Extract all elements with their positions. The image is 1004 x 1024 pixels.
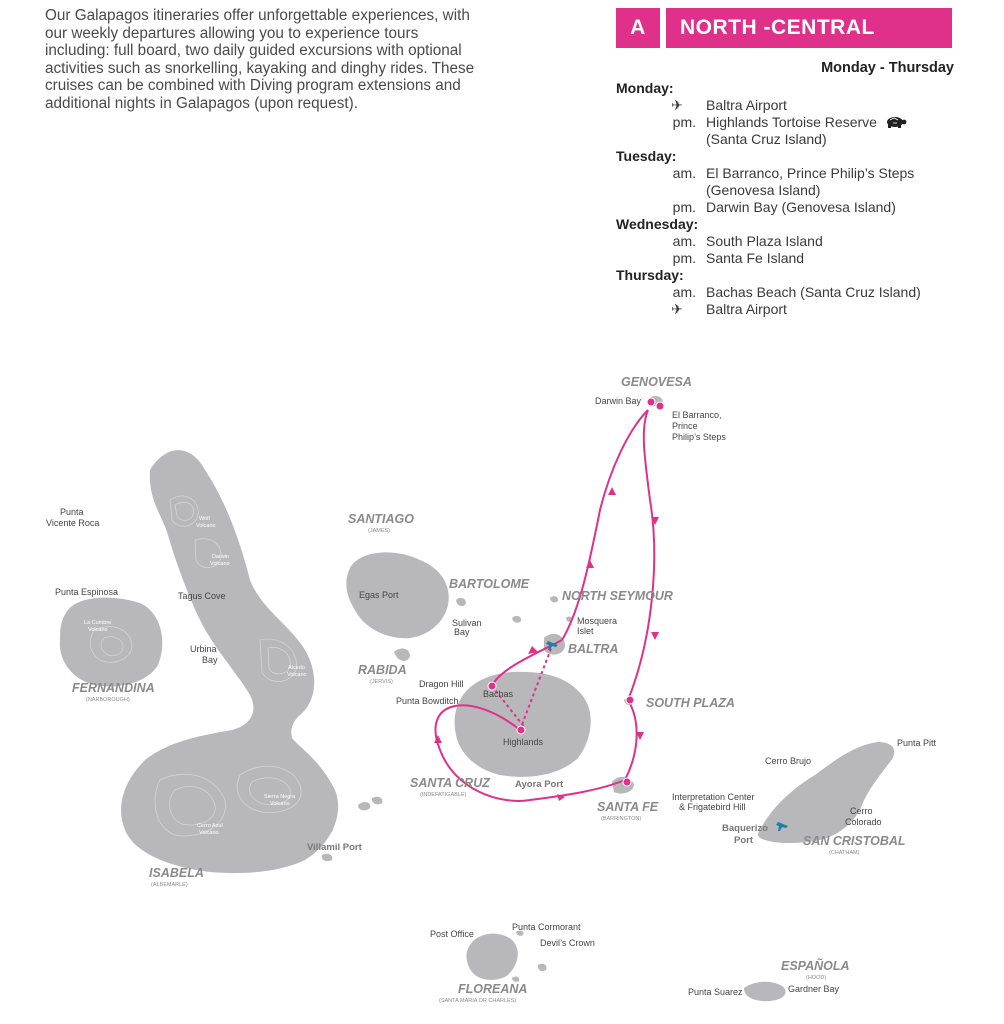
label-santiago-sub: (JAMES) [368,528,390,534]
activity-time: am. [672,233,696,249]
label-el-barranco: Prince [672,421,698,431]
activity-desc: Darwin Bay (Genovesa Island) [706,199,896,215]
label-isabela: ISABELA [149,866,204,880]
label-san-cristobal-sub: (CHATHAM) [829,850,860,856]
label-fernandina-sub: (NARBOROUGH) [86,697,130,703]
label-cerro-azul-volcano: Cerro Azul [197,823,223,829]
label-sierra-negra-volcano: Volcano [270,801,290,807]
label-ayora-port: Ayora Port [515,779,564,790]
label-baquerizo-port: Port [734,835,753,846]
label-north-seymour: NORTH SEYMOUR [562,589,673,603]
fernandina-island [60,598,162,687]
label-baquerizo-port: Baquerizo [722,823,768,834]
label-santa-cruz: SANTA CRUZ [410,776,490,790]
route-arrow [651,632,659,640]
espanola-island [744,982,786,1001]
label-punta-pitt: Punta Pitt [897,738,937,748]
label-punta-suarez: Punta Suarez [688,987,743,997]
activity-desc: Baltra Airport [706,301,787,317]
intro-line: our weekly departures allowing you to experience tours [45,24,419,42]
islet [538,964,547,971]
stop-darwin-bay [647,398,655,406]
label-urbina-bay: Bay [202,655,218,665]
activity-desc: Bachas Beach (Santa Cruz Island) [706,284,921,300]
islet [550,596,558,602]
activity-desc-text: Highlands Tortoise Reserve [706,114,877,130]
label-urbina-bay: Urbina [190,644,217,654]
islet [358,802,370,810]
stop-highlands [517,726,525,734]
label-devils-crown: Devil’s Crown [540,938,595,948]
plane-icon: ✈ [671,301,683,317]
label-highlands: Highlands [503,737,544,747]
islet [322,854,333,861]
intro-line: cruises can be combined with Diving program extensions and [45,77,461,95]
label-punta-vicente-roca: Vicente Roca [46,518,100,528]
activity-desc: (Santa Cruz Island) [706,131,827,147]
label-sulivan-bay: Sulivan [452,618,482,628]
label-rabida: RABIDA [358,663,407,677]
label-sulivan-bay: Bay [454,627,470,637]
intro-line: additional nights in Galapagos (upon request). [45,94,358,112]
route-arrow [586,560,594,568]
activity-desc: (Genovesa Island) [706,182,821,198]
activity-time: pm. [672,199,696,215]
label-fernandina: FERNANDINA [72,681,155,695]
activity-time: am. [672,284,696,300]
label-genovesa: GENOVESA [621,375,692,389]
label-darwin-volcano: Darwin [212,554,230,560]
label-punta-vicente-roca: Punta [60,507,84,517]
label-darwin-bay: Darwin Bay [595,396,642,406]
label-punta-bowditch: Punta Bowditch [396,696,459,706]
label-alcedo-volcano: Alcedo [288,665,305,671]
label-sierra-negra-volcano: Sierra Negra [264,794,296,800]
label-santa-fe: SANTA FE [597,800,659,814]
islet [512,616,521,623]
intro-line: activities such as snorkelling, kayaking and dinghy rides. These [45,59,475,77]
stop-el-barranco [656,402,664,410]
label-la-cumbre-volcano: Volcano [88,627,108,633]
label-egas-port: Egas Port [359,590,399,600]
label-el-barranco: El Barranco, [672,410,722,420]
label-wolf-volcano: Volcano [196,523,216,529]
bartolome-island [456,598,466,606]
label-bachas: Bachas [483,689,514,699]
rabida-island [394,649,410,661]
days-range: Monday - Thursday [821,60,954,76]
activity-time: am. [672,165,696,181]
santa-fe-island [612,777,634,794]
activity-desc: Santa Fe Island [706,250,805,266]
label-isabela-sub: (ALBEMARLE) [151,882,188,888]
label-punta-cormorant: Punta Cormorant [512,922,581,932]
label-gardner-bay: Gardner Bay [788,984,840,994]
label-la-cumbre-volcano: La Cumbre [84,620,112,626]
label-san-cristobal: SAN CRISTOBAL [803,834,906,848]
route-name: NORTH -CENTRAL [680,16,875,39]
label-villamil-port: Villamil Port [307,842,362,853]
label-floreana: FLOREANA [458,982,528,996]
label-cerro-brujo: Cerro Brujo [765,756,812,766]
day-label-thursday: Thursday: [616,267,684,283]
activity-time: pm. [672,114,696,130]
label-espanola-sub: (HOOD) [806,975,827,981]
islet [372,797,382,805]
label-darwin-volcano: Volcano [210,561,230,567]
stop-south-plaza [626,696,634,704]
label-mosquera-islet: Islet [577,626,594,636]
label-interpretation-center: & Frigatebird Hill [679,802,746,812]
label-wolf-volcano: Wolf [199,516,210,522]
label-dragon-hill: Dragon Hill [419,679,464,689]
day-label-monday: Monday: [616,80,674,96]
label-baltra: BALTRA [568,642,619,656]
label-espanola: ESPAÑOLA [781,959,850,973]
label-punta-espinosa: Punta Espinosa [55,587,119,597]
label-floreana-sub: (SANTA MARIA OR CHARLES) [439,998,517,1004]
plane-icon: ✈ [671,97,683,113]
activity-time: pm. [672,250,696,266]
label-tagus-cove: Tagus Cove [178,591,226,601]
route-arrow [608,487,616,495]
label-santa-cruz-sub: (INDEFATIGABLE) [420,792,467,798]
label-alcedo-volcano: Volcano [287,672,307,678]
stop-santa-fe [623,778,631,786]
route-letter: A [630,16,646,39]
label-santa-fe-sub: (BARRINGTON) [601,816,642,822]
label-santiago: SANTIAGO [348,512,414,526]
label-rabida-sub: (JERVIS) [370,679,393,685]
intro-line: including: full board, two daily guided excursions with optional [45,42,462,60]
day-label-tuesday: Tuesday: [616,148,677,164]
intro-line: Our Galapagos itineraries offer unforgettable experiences, with [45,7,470,24]
label-cerro-azul-volcano: Volcano [199,830,219,836]
label-el-barranco: Philip’s Steps [672,432,726,442]
label-mosquera-islet: Mosquera [577,616,618,626]
route-segment [625,700,637,780]
label-bartolome: BARTOLOME [449,577,530,591]
label-cerro-colorado: Colorado [845,817,882,827]
activity-desc: Baltra Airport [706,97,787,113]
activity-desc: El Barranco, Prince Philip’s Steps [706,165,915,181]
activity-desc: South Plaza Island [706,233,823,249]
route-segment [628,410,654,700]
label-south-plaza: SOUTH PLAZA [646,696,735,710]
day-label-wednesday: Wednesday: [616,216,699,232]
floreana-island [466,934,517,980]
label-cerro-colorado: Cerro [850,806,873,816]
route-segment [562,410,648,640]
label-interpretation-center: Interpretation Center [672,792,755,802]
label-post-office: Post Office [430,929,474,939]
